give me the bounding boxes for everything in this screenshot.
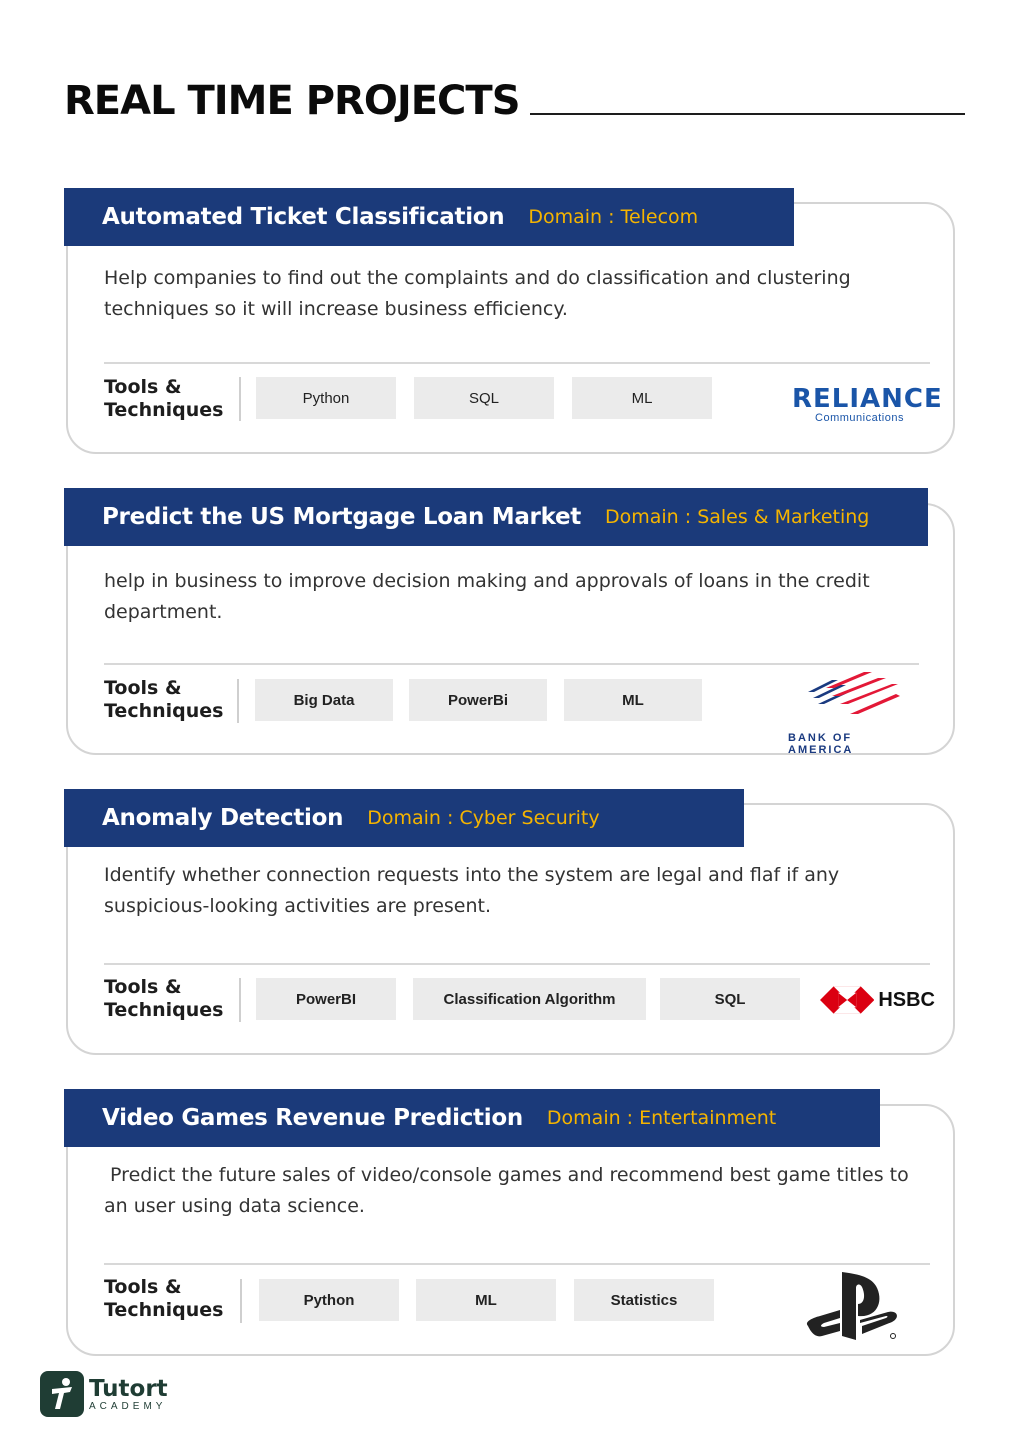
bank-of-america-wordmark: BANK OF AMERICA [788, 732, 854, 756]
tool-chip: Python [256, 377, 396, 419]
bank-of-america-flag-icon [788, 668, 920, 726]
tool-chip: ML [416, 1279, 556, 1321]
project-title: Anomaly Detection [102, 805, 344, 831]
page-title: REAL TIME PROJECTS [64, 78, 520, 124]
tool-chip: Statistics [574, 1279, 714, 1321]
tools-separator [239, 377, 241, 421]
section-divider [104, 963, 930, 965]
hsbc-wordmark: HSBC [878, 988, 935, 1011]
project-title: Automated Ticket Classification [102, 204, 505, 230]
project-domain: Domain : Entertainment [546, 1107, 777, 1129]
reliance-subtitle: Communications [815, 412, 904, 424]
reliance-wordmark: RELIANCE [792, 384, 943, 414]
tool-chip: ML [572, 377, 712, 419]
project-banner [64, 1089, 880, 1147]
tool-chip: PowerBi [409, 679, 547, 721]
project-description: help in business to improve decision making and approvals of loans in the credit department. [104, 570, 870, 623]
bank-of-america-logo [788, 668, 920, 756]
tool-chip: SQL [660, 978, 800, 1020]
tools-label: Tools & Techniques [104, 677, 224, 722]
tools-label: Tools & Techniques [104, 976, 224, 1021]
reliance-logo [792, 384, 943, 424]
playstation-logo [806, 1270, 900, 1342]
tool-chip: Classification Algorithm [413, 978, 646, 1020]
project-domain: Domain : Cyber Security [367, 807, 600, 829]
hsbc-logo [820, 983, 935, 1017]
project-description: Predict the future sales of video/console games and recommend best game titles to an user using data science. [104, 1164, 915, 1217]
project-title: Video Games Revenue Prediction [102, 1105, 523, 1131]
section-divider [104, 663, 919, 665]
tool-chip: PowerBI [256, 978, 396, 1020]
section-divider [104, 1263, 930, 1265]
tool-chip: SQL [414, 377, 554, 419]
project-banner [64, 789, 744, 847]
project-banner [64, 188, 794, 246]
tools-separator [237, 679, 239, 723]
project-domain: Domain : Sales & Marketing [604, 506, 870, 528]
section-divider [104, 362, 930, 364]
tools-separator [239, 978, 241, 1022]
title-divider [530, 113, 965, 115]
project-description: Help companies to find out the complaints and do classification and clustering techniques so it will increase business efficiency. [104, 267, 851, 320]
tools-label: Tools & Techniques [104, 376, 224, 421]
project-title: Predict the US Mortgage Loan Market [102, 504, 581, 530]
tools-label: Tools & Techniques [104, 1276, 224, 1321]
tutort-wordmark: Tutort [89, 1375, 168, 1402]
playstation-icon [806, 1270, 900, 1342]
tutort-subtitle: ACADEMY [89, 1400, 167, 1412]
project-banner [64, 488, 928, 546]
tutort-logo [40, 1371, 168, 1417]
tool-chip: Big Data [255, 679, 393, 721]
tutort-mark-icon [40, 1371, 84, 1417]
hsbc-hexagon-icon [820, 984, 874, 1016]
tool-chip: ML [564, 679, 702, 721]
tools-separator [240, 1279, 242, 1323]
project-description: Identify whether connection requests into the system are legal and flaf if any suspicious-looking activities are present. [104, 864, 840, 917]
tool-chip: Python [259, 1279, 399, 1321]
project-domain: Domain : Telecom [528, 206, 699, 228]
